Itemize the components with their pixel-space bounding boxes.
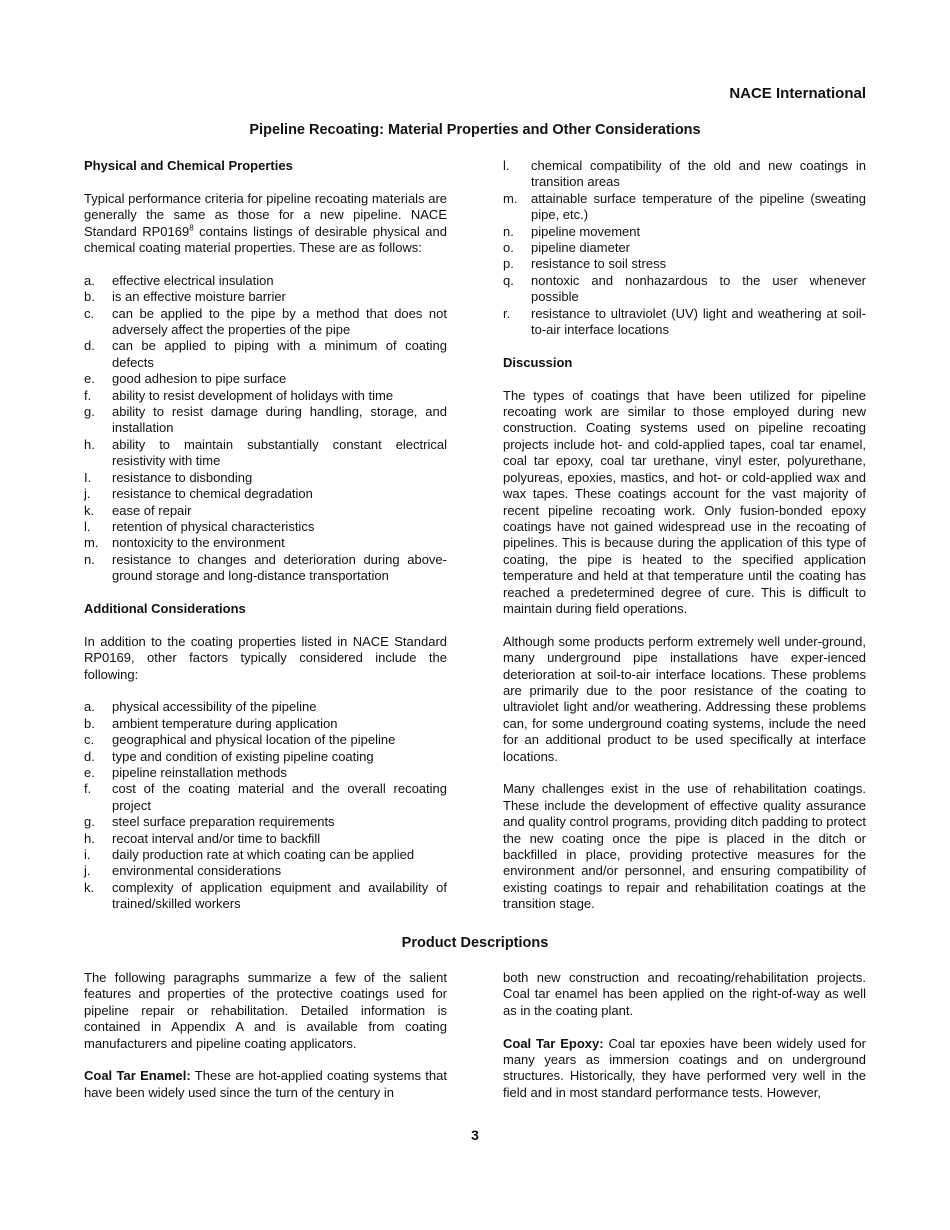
list-item	[84, 338, 447, 371]
list-item	[84, 765, 447, 781]
list-item	[84, 732, 447, 748]
list-item-text: pipeline movement	[531, 223, 641, 239]
list-item-text: resistance to soil stress	[531, 256, 667, 272]
list-item-text: ambient temperature during application	[112, 715, 338, 731]
product-descriptions-heading: Product Descriptions	[401, 935, 549, 951]
list-marker: i.	[84, 846, 91, 862]
list-item	[84, 535, 447, 551]
page-title: Pipeline Recoating: Material Properties and Other Considerations	[249, 122, 701, 138]
discussion-paragraph-2: Although some products perform extremely well under-ground, many underground pipe installations have exper-ienced deterioration at soil-to-air interface locations. These problems are primarily due to the poor resistance of the coating to ultraviolet light and/or weathering. Addressing these problems can, for some underground coating systems, include the need for an additional product to be used specifically at interface locations.	[503, 633, 866, 764]
physical-properties-list	[84, 273, 447, 585]
list-item-text: ease of repair	[112, 502, 192, 518]
list-item-text: steel surface preparation requirements	[112, 814, 335, 830]
additional-intro: In addition to the coating properties listed in NACE Standard RP0169, other factors typically considered include the following:	[84, 633, 447, 682]
list-item-text: is an effective moisture barrier	[112, 289, 286, 305]
list-item	[503, 273, 866, 306]
list-marker: I.	[84, 469, 92, 485]
list-marker: d.	[84, 338, 95, 354]
list-marker: b.	[84, 715, 95, 731]
coal-tar-epoxy-label: Coal Tar Epoxy:	[503, 1035, 604, 1051]
discussion-paragraph-3: Many challenges exist in the use of rehabilitation coatings. These include the development of effective quality assurance and quality control programs, providing ditch padding to protect the new coating once the pipe is placed in the ditch or backfilled in place, providing protective measures for the environment and/or personnel, and ensuring compatibility of existing coatings to repair and rehabilitation coatings at the transition stage.	[503, 781, 866, 912]
list-item-text: resistance to changes and deterioration during above-ground storage and long-distance transportation	[112, 551, 447, 584]
list-item-text: resistance to chemical degradation	[112, 486, 313, 502]
list-marker: m.	[503, 190, 518, 206]
list-marker: c.	[84, 305, 95, 321]
coal-tar-enamel-paragraph: Coal Tar Enamel: These are hot-applied coating systems that have been widely used since the turn of the century in	[84, 1068, 447, 1100]
right-column	[503, 158, 866, 913]
list-marker: g.	[84, 814, 95, 830]
list-item	[84, 749, 447, 765]
list-marker: p.	[503, 256, 514, 272]
list-item-text: good adhesion to pipe surface	[112, 371, 287, 387]
list-item-text: daily production rate at which coating can be applied	[112, 846, 415, 862]
list-marker: b.	[84, 289, 95, 305]
list-item-text: can be applied to piping with a minimum of coating defects	[112, 338, 447, 370]
list-item	[84, 371, 447, 387]
list-item	[84, 503, 447, 519]
discussion-paragraph-1: The types of coatings that have been utilized for pipeline recoating work are similar to those employed during new construction. Coating systems used on pipeline recoating projects include hot- and cold-applied tapes, coal tar enamel, coal tar epoxy, coal tar urethane, vinyl ester, polyurethane, polyureas, epoxies, mastics, and hot- or cold-applied wax and wax tapes. These coatings account for the vast majority of recent pipeline recoating work. Only fusion-bonded epoxy coatings have not gained widespread use in the recoating of pipelines. This is because during the application of this type of coating, the pipe is heated to the specified application temperature and held at that temperature until the coating has reached a predetermined degree of cure. This is difficult to maintain during field operations.	[503, 387, 866, 616]
physical-intro: Typical performance criteria for pipeline recoating materials are generally the same as those for a new pipeline. NACE Standard RP0169$^8$ contains listings of desirable physical and chemical coating material properties. These are as follows:	[84, 190, 447, 256]
list-marker: f.	[84, 387, 92, 403]
list-item	[503, 191, 866, 224]
list-marker: e.	[84, 371, 95, 387]
list-item-text: physical accessibility of the pipeline	[112, 699, 317, 715]
list-item-text: environmental considerations	[112, 863, 282, 879]
list-item	[503, 240, 866, 256]
list-item-text: nontoxicity to the environment	[112, 535, 285, 551]
products-intro: The following paragraphs summarize a few of the salient features and properties of the protective coatings used for pipeline repair or rehabilitation. Detailed information is contained in Appendix A and is available from coating manufacturers and pipeline coating applicators.	[84, 970, 447, 1051]
list-marker: j.	[84, 486, 91, 502]
organization-header: NACE International	[729, 85, 866, 102]
list-marker: a.	[84, 699, 95, 715]
coal-tar-enamel-continued: both new construction and recoating/rehabilitation projects. Coal tar enamel has been applied on the right-of-way as well as in the coating plant.	[503, 970, 866, 1018]
list-item	[84, 388, 447, 404]
list-item-text: type and condition of existing pipeline coating	[112, 748, 374, 764]
list-marker: k.	[84, 502, 95, 518]
list-item	[503, 158, 866, 191]
left-column	[84, 158, 447, 913]
additional-considerations-list-continued	[503, 158, 866, 338]
list-marker: h.	[84, 830, 95, 846]
list-item	[84, 470, 447, 486]
list-item-text: can be applied to the pipe by a method that does not adversely affect the properties of the pipe	[112, 305, 447, 338]
list-item	[84, 847, 447, 863]
physical-heading: Physical and Chemical Properties	[84, 158, 293, 173]
list-item	[84, 716, 447, 732]
list-item-text: attainable surface temperature of the pipeline (sweating pipe, etc.)	[531, 190, 866, 223]
list-item-text: nontoxic and nonhazardous to the user whenever possible	[531, 272, 866, 305]
page-number: 3	[471, 1127, 479, 1143]
list-item	[84, 519, 447, 535]
additional-heading: Additional Considerations	[84, 600, 246, 616]
list-marker: l.	[503, 158, 510, 173]
list-item-text: complexity of application equipment and availability of trained/skilled workers	[112, 879, 447, 912]
list-item	[84, 404, 447, 437]
list-item	[84, 437, 447, 470]
products-right-column	[503, 970, 866, 1101]
list-item	[503, 306, 866, 339]
list-item	[84, 552, 447, 585]
list-item	[84, 273, 447, 289]
list-marker: n.	[503, 223, 514, 239]
list-item-text: retention of physical characteristics	[112, 518, 315, 534]
list-marker: l.	[84, 518, 91, 534]
list-marker: r.	[503, 305, 511, 321]
list-marker: q.	[503, 272, 514, 288]
list-item	[84, 699, 447, 715]
list-item	[503, 256, 866, 272]
list-marker: m.	[84, 535, 99, 551]
list-marker: h.	[84, 436, 95, 452]
list-marker: o.	[503, 240, 514, 256]
list-item	[84, 814, 447, 830]
list-marker: g.	[84, 404, 95, 420]
coal-tar-enamel-label: Coal Tar Enamel:	[84, 1068, 191, 1084]
list-item	[84, 486, 447, 502]
list-marker: e.	[84, 764, 95, 780]
list-item-text: pipeline reinstallation methods	[112, 764, 287, 780]
list-item-text: geographical and physical location of the pipeline	[112, 732, 396, 748]
products-left-column	[84, 970, 447, 1101]
list-item-text: ability to resist damage during handling, storage, and installation	[112, 404, 447, 436]
list-item	[84, 781, 447, 814]
list-marker: k.	[84, 879, 95, 895]
list-marker: n.	[84, 551, 95, 567]
list-item-text: resistance to disbonding	[112, 469, 253, 485]
list-item-text: recoat interval and/or time to backfill	[112, 830, 321, 846]
list-item-text: resistance to ultraviolet (UV) light and weathering at soil-to-air interface locations	[531, 305, 866, 338]
coal-tar-epoxy-paragraph: Coal Tar Epoxy: Coal tar epoxies have been widely used for many years as immersion coatings and on underground structures. Historically, they have performed very well in the field and in most standard performance tests. However,	[503, 1035, 866, 1100]
list-marker: j.	[84, 863, 91, 879]
list-item	[84, 863, 447, 879]
list-item-text: effective electrical insulation	[112, 272, 274, 288]
list-marker: a.	[84, 272, 95, 288]
list-item-text: ability to maintain substantially constant electrical resistivity with time	[112, 436, 447, 469]
list-marker: c.	[84, 732, 95, 748]
list-marker: d.	[84, 748, 95, 764]
list-item	[503, 224, 866, 240]
list-item-text: pipeline diameter	[531, 240, 631, 256]
list-item-text: cost of the coating material and the overall recoating project	[112, 781, 447, 813]
list-item	[84, 831, 447, 847]
discussion-heading: Discussion	[503, 354, 573, 370]
additional-considerations-list	[84, 699, 447, 912]
list-item-text: chemical compatibility of the old and new coatings in transition areas	[531, 158, 866, 190]
list-item-text: ability to resist development of holidays with time	[112, 387, 394, 403]
list-item	[84, 289, 447, 305]
list-item	[84, 880, 447, 913]
list-marker: f.	[84, 781, 92, 797]
list-item	[84, 306, 447, 339]
